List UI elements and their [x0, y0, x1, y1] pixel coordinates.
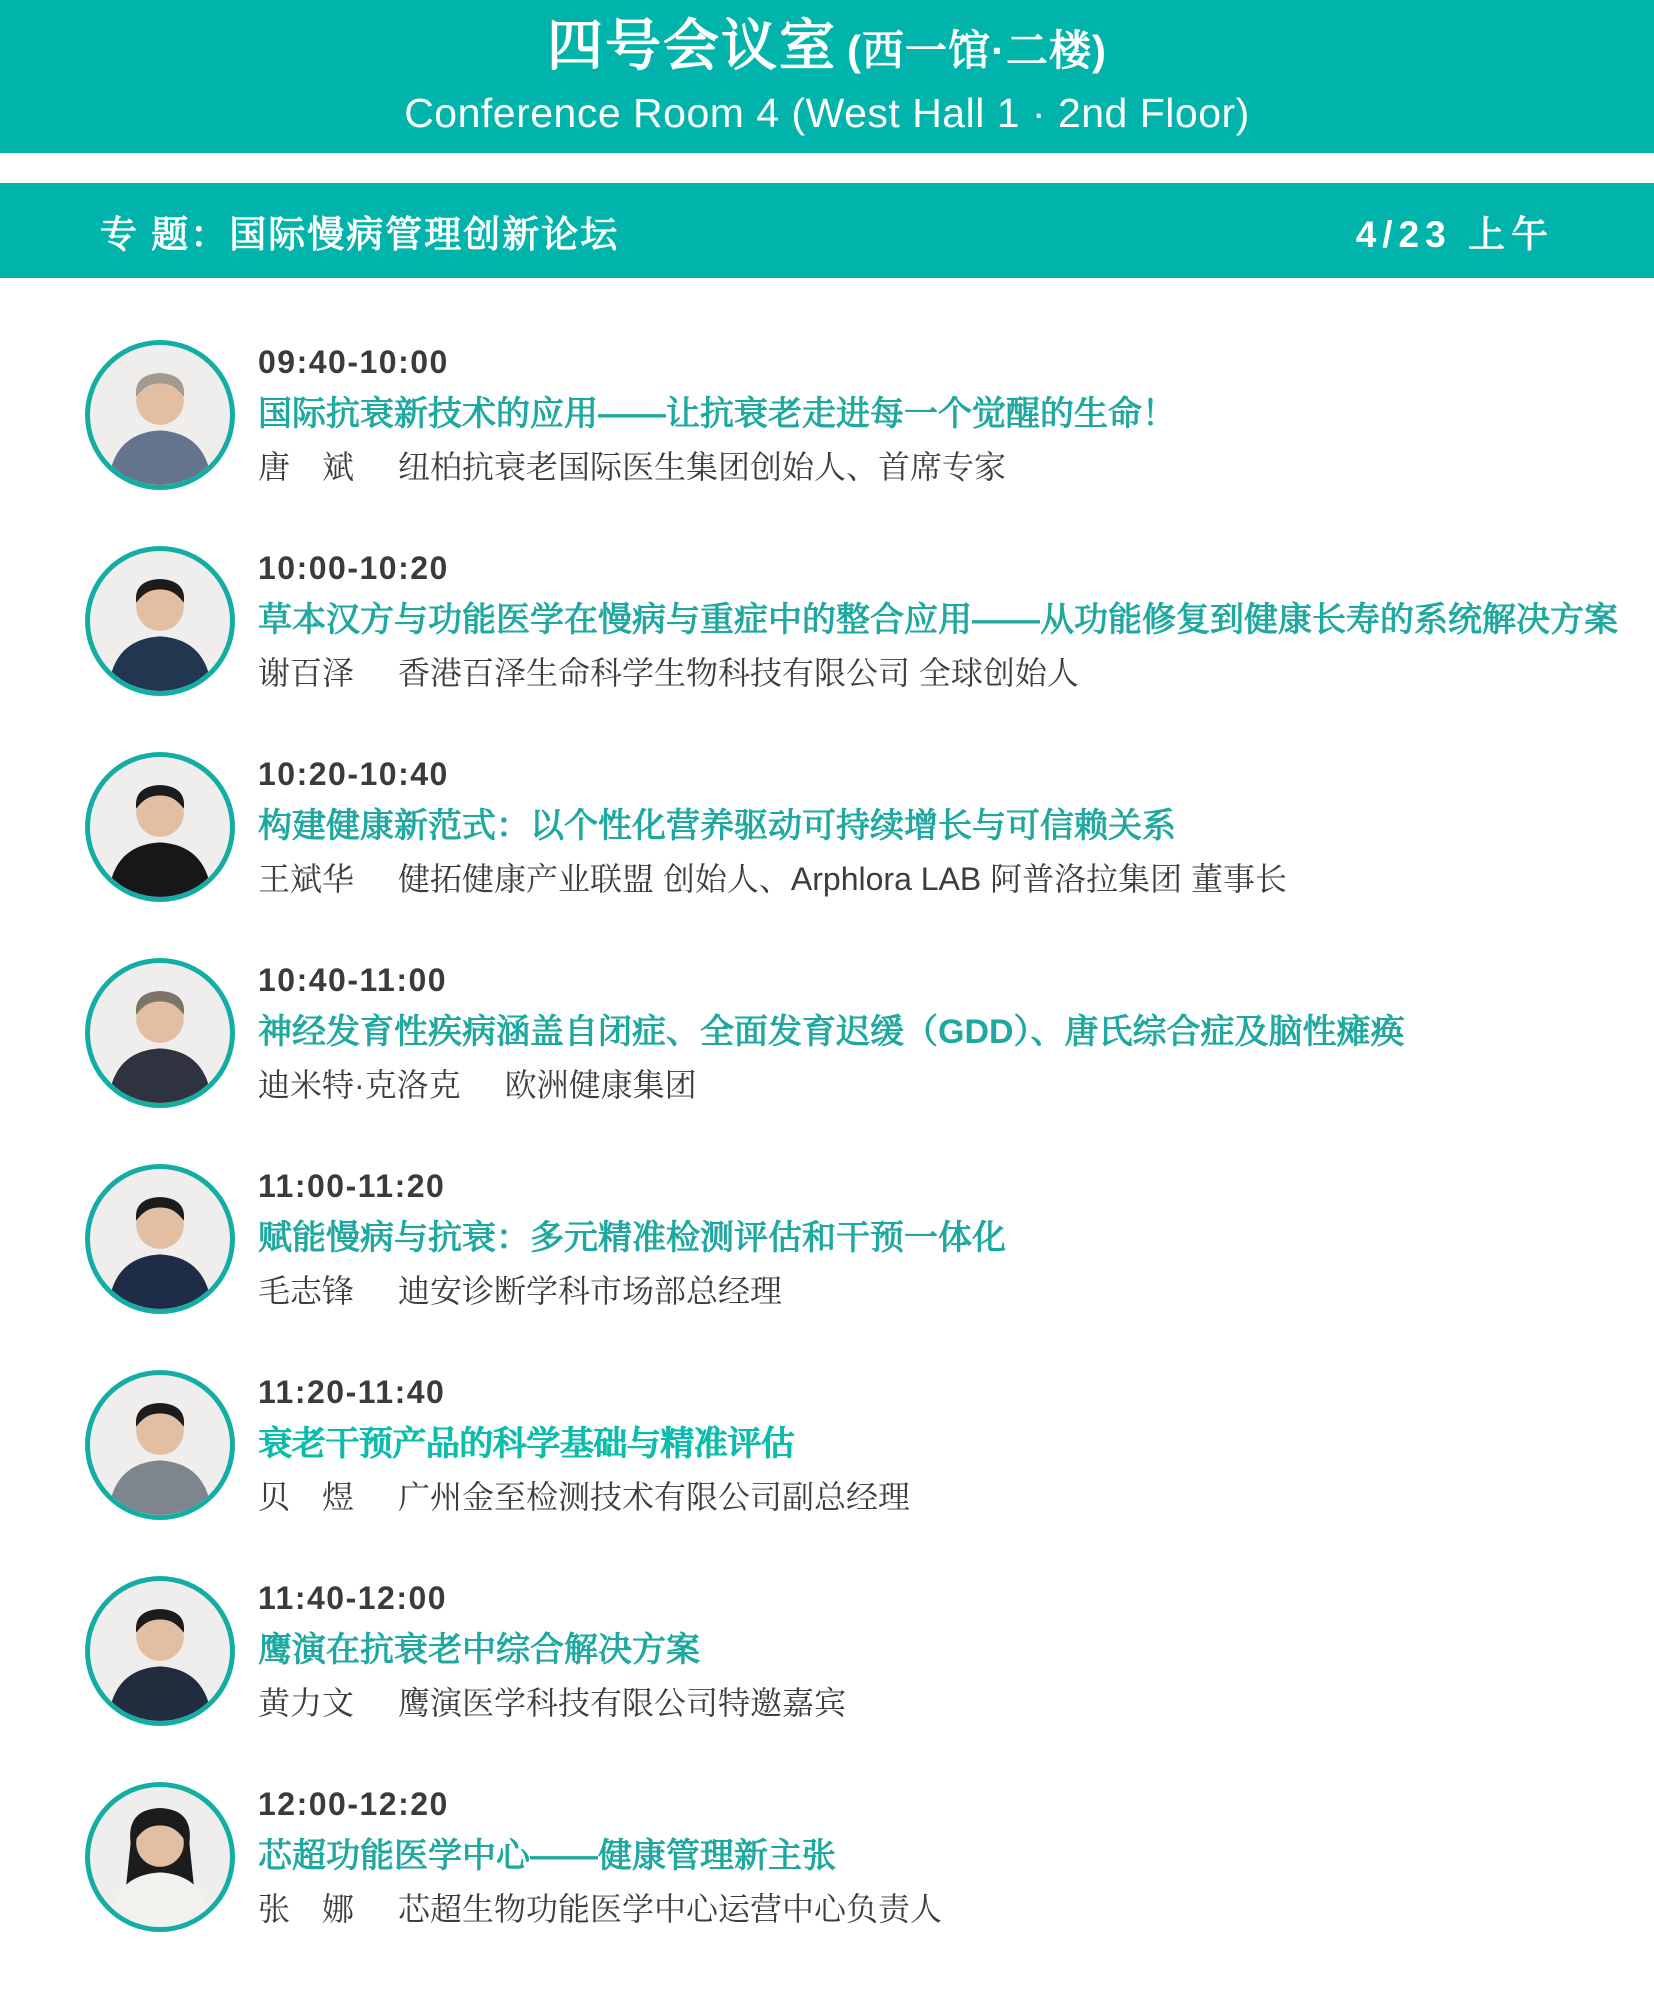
session-title: 神经发育性疾病涵盖自闭症、全面发育迟缓（GDD）、唐氏综合症及脑性瘫痪: [258, 1013, 1405, 1052]
session-time: 10:20-10:40: [258, 756, 449, 793]
session-info: [258, 340, 1176, 490]
session-item: [85, 546, 1654, 696]
person-silhouette-icon: [90, 345, 230, 485]
topic-bar: [0, 183, 1654, 278]
session-title: 赋能慢病与抗衰：多元精准检测评估和干预一体化: [258, 1219, 1006, 1258]
session-item: [85, 752, 1654, 902]
speaker-avatar: [85, 1370, 235, 1520]
speaker-affiliation: 广州金至检测技术有限公司副总经理: [398, 1478, 911, 1515]
session-item: [85, 1576, 1654, 1726]
speaker-line: [258, 1274, 1006, 1309]
session-title: 草本汉方与功能医学在慢病与重症中的整合应用——从功能修复到健康长寿的系统解决方案: [258, 601, 1618, 640]
speaker-line: [258, 1480, 910, 1515]
speaker-line: [258, 1892, 942, 1927]
speaker-avatar: [85, 1782, 235, 1932]
speaker-affiliation: 香港百泽生命科学生物科技有限公司 全球创始人: [398, 654, 1079, 691]
session-time: 09:40-10:00: [258, 344, 449, 381]
speaker-avatar: [85, 1164, 235, 1314]
speaker-avatar: [85, 752, 235, 902]
session-title: 鹰演在抗衰老中综合解决方案: [258, 1631, 700, 1670]
session-title: 芯超功能医学中心——健康管理新主张: [258, 1837, 836, 1876]
speaker-affiliation: 纽柏抗衰老国际医生集团创始人、首席专家: [398, 448, 1007, 485]
room-title-en: Conference Room 4 (West Hall 1 · 2nd Floor): [404, 90, 1250, 136]
session-info: [258, 1782, 942, 1932]
speaker-avatar: [85, 958, 235, 1108]
person-silhouette-icon: [90, 1375, 230, 1515]
banner-divider: [0, 153, 1654, 183]
topic-label: 专 题：国际慢病管理创新论坛: [100, 213, 620, 255]
session-item: [85, 1370, 1654, 1520]
person-silhouette-icon: [90, 1581, 230, 1721]
room-location-cn: (西一馆·二楼): [847, 27, 1107, 74]
session-time: 10:00-10:20: [258, 550, 449, 587]
speaker-line: [258, 656, 1618, 691]
session-item: [85, 1782, 1654, 1932]
speaker-affiliation: 芯超生物功能医学中心运营中心负责人: [398, 1890, 943, 1927]
session-title: 国际抗衰新技术的应用——让抗衰老走进每一个觉醒的生命！: [258, 395, 1176, 434]
session-info: [258, 752, 1287, 902]
session-info: [258, 1370, 910, 1520]
speaker-affiliation: 欧洲健康集团: [504, 1066, 697, 1103]
session-info: [258, 1164, 1006, 1314]
speaker-line: [258, 1686, 846, 1721]
speaker-name: 迪米特·克洛克: [258, 1066, 461, 1103]
session-date: 4/23 上午: [1355, 213, 1554, 255]
session-item: [85, 340, 1654, 490]
speaker-name: 唐 斌: [258, 448, 355, 485]
speaker-affiliation: 健拓健康产业联盟 创始人、Arphlora LAB 阿普洛拉集团 董事长: [398, 860, 1288, 897]
speaker-affiliation: 鹰演医学科技有限公司特邀嘉宾: [398, 1684, 847, 1721]
person-silhouette-icon: [90, 1169, 230, 1309]
session-info: [258, 546, 1618, 696]
room-title-cn-line: [547, 14, 1107, 77]
session-list: [0, 278, 1654, 1932]
person-silhouette-icon: [90, 757, 230, 897]
speaker-line: [258, 1068, 1405, 1103]
speaker-name: 黄力文: [258, 1684, 355, 1721]
session-time: 11:40-12:00: [258, 1580, 448, 1617]
person-silhouette-icon: [90, 1787, 230, 1927]
session-item: [85, 1164, 1654, 1314]
speaker-line: [258, 862, 1287, 897]
session-time: 10:40-11:00: [258, 962, 448, 999]
session-info: [258, 1576, 846, 1726]
session-title: 衰老干预产品的科学基础与精准评估: [258, 1425, 794, 1464]
session-info: [258, 958, 1405, 1108]
session-time: 12:00-12:20: [258, 1786, 449, 1823]
speaker-name: 张 娜: [258, 1890, 355, 1927]
person-silhouette-icon: [90, 963, 230, 1103]
speaker-name: 王斌华: [258, 860, 355, 897]
person-silhouette-icon: [90, 551, 230, 691]
speaker-avatar: [85, 1576, 235, 1726]
room-title-cn: 四号会议室: [547, 14, 838, 77]
speaker-line: [258, 450, 1176, 485]
session-item: [85, 958, 1654, 1108]
speaker-name: 贝 煜: [258, 1478, 355, 1515]
speaker-avatar: [85, 546, 235, 696]
session-time: 11:00-11:20: [258, 1168, 446, 1205]
speaker-avatar: [85, 340, 235, 490]
room-banner: [0, 0, 1654, 153]
session-title: 构建健康新范式：以个性化营养驱动可持续增长与可信赖关系: [258, 807, 1176, 846]
session-time: 11:20-11:40: [258, 1374, 446, 1411]
speaker-affiliation: 迪安诊断学科市场部总经理: [398, 1272, 783, 1309]
speaker-name: 毛志锋: [258, 1272, 355, 1309]
speaker-name: 谢百泽: [258, 654, 355, 691]
